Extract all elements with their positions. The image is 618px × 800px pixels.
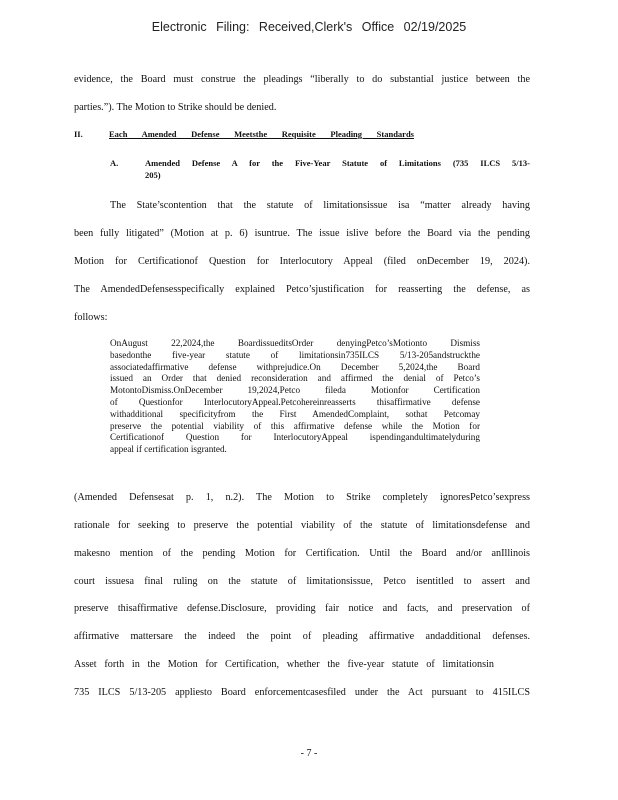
intro-line-1: evidence, the Board must construe the pleadings “liberally to do substantial justice between the xyxy=(74,74,530,85)
para1-line-5: follows: xyxy=(74,312,108,323)
para2-line-7: Asset forth in the Motion for Certification, whether the five-year statute of limitationsin xyxy=(74,659,494,670)
para1-line-2: been fully litigated” (Motion at p. 6) isuntrue. The issue islive before the Board via the pending xyxy=(74,228,530,239)
quote-line-7: withadditional specificityfrom the First AmendedComplaint, sothat Petcomay xyxy=(110,408,480,419)
quote-line-9: Certificationof Question for InterlocutoryAppeal ispendingandultimatelyduring xyxy=(110,432,480,443)
para1-line-4: The AmendedDefensesspecifically explained Petco’sjustification for reasserting the defense, as xyxy=(74,284,530,295)
para2-line-2: rationale for seeking to preserve the potential viability of the statute of limitationsdefense and xyxy=(74,520,530,531)
intro-line-2: parties.”). The Motion to Strike should be denied. xyxy=(74,102,277,113)
page-number: - 7 - xyxy=(300,748,318,759)
quote-line-2: basedonthe five-year statute of limitationsin735ILCS 5/13-205andstruckthe xyxy=(110,349,480,360)
para2-line-3: makesno mention of the pending Motion for Certification. Until the Board and/or anIllinois xyxy=(74,548,530,559)
quote-line-1: OnAugust 22,2024,the BoardissueditsOrder denyingPetco’sMotionto Dismiss xyxy=(110,338,480,348)
subsection-title-line-2: 205) xyxy=(145,170,161,180)
section-number: II. xyxy=(74,129,83,139)
para2-line-1: (Amended Defensesat p. 1, n.2). The Motion to Strike completely ignoresPetco’sexpress xyxy=(74,492,530,503)
para2-line-6: affirmative mattersare the indeed the point of pleading affirmative andadditional defenses. xyxy=(74,631,530,642)
para1-line-3: Motion for Certificationof Question for Interlocutory Appeal (filed onDecember 19, 2024). xyxy=(74,256,530,267)
quote-line-4: issued an Order that denied reconsideration and affirmed the denial of Petco’s xyxy=(110,373,480,384)
quote-line-3: associatedaffirmative defense withprejudice.On December 5,2024,the Board xyxy=(110,361,480,372)
para2-line-8: 735 ILCS 5/13-205 appliesto Board enforcementcasesfiled under the Act pursuant to 415ILCS xyxy=(74,687,530,698)
section-heading xyxy=(74,129,530,143)
subsection-title xyxy=(145,157,530,181)
quote-line-8: preserve the potential viability of this affirmative defense while the Motion for xyxy=(110,420,480,431)
section-title: Each Amended Defense Meetsthe Requisite Pleading Standards xyxy=(109,129,414,139)
para2-line-4: court issuesa final ruling on the statute of limitationsissue, Petco isentitled to assert and xyxy=(74,576,530,587)
filing-header: Electronic Filing: Received,Clerk's Office 02/19/2025 xyxy=(151,20,467,34)
subsection-title-line-1: Amended Defense A for the Five-Year Statute of Limitations (735 ILCS 5/13- xyxy=(145,158,530,168)
quote-line-10: appeal if certification isgranted. xyxy=(110,444,227,455)
subsection-letter: A. xyxy=(110,158,119,168)
quote-line-5: MotontoDismiss.OnDecember 19,2024,Petco fileda Motionfor Certification xyxy=(110,385,480,396)
quote-line-6: of Questionfor InterlocutoryAppeal.Petcohereinreasserts thisaffirmative defense xyxy=(110,397,480,407)
para2-line-5: preserve thisaffirmative defense.Disclosure, providing fair notice and facts, and preservation of xyxy=(74,603,530,614)
para1-line-1: The State’scontention that the statute of limitationsissue isa “matter already having xyxy=(110,200,530,211)
